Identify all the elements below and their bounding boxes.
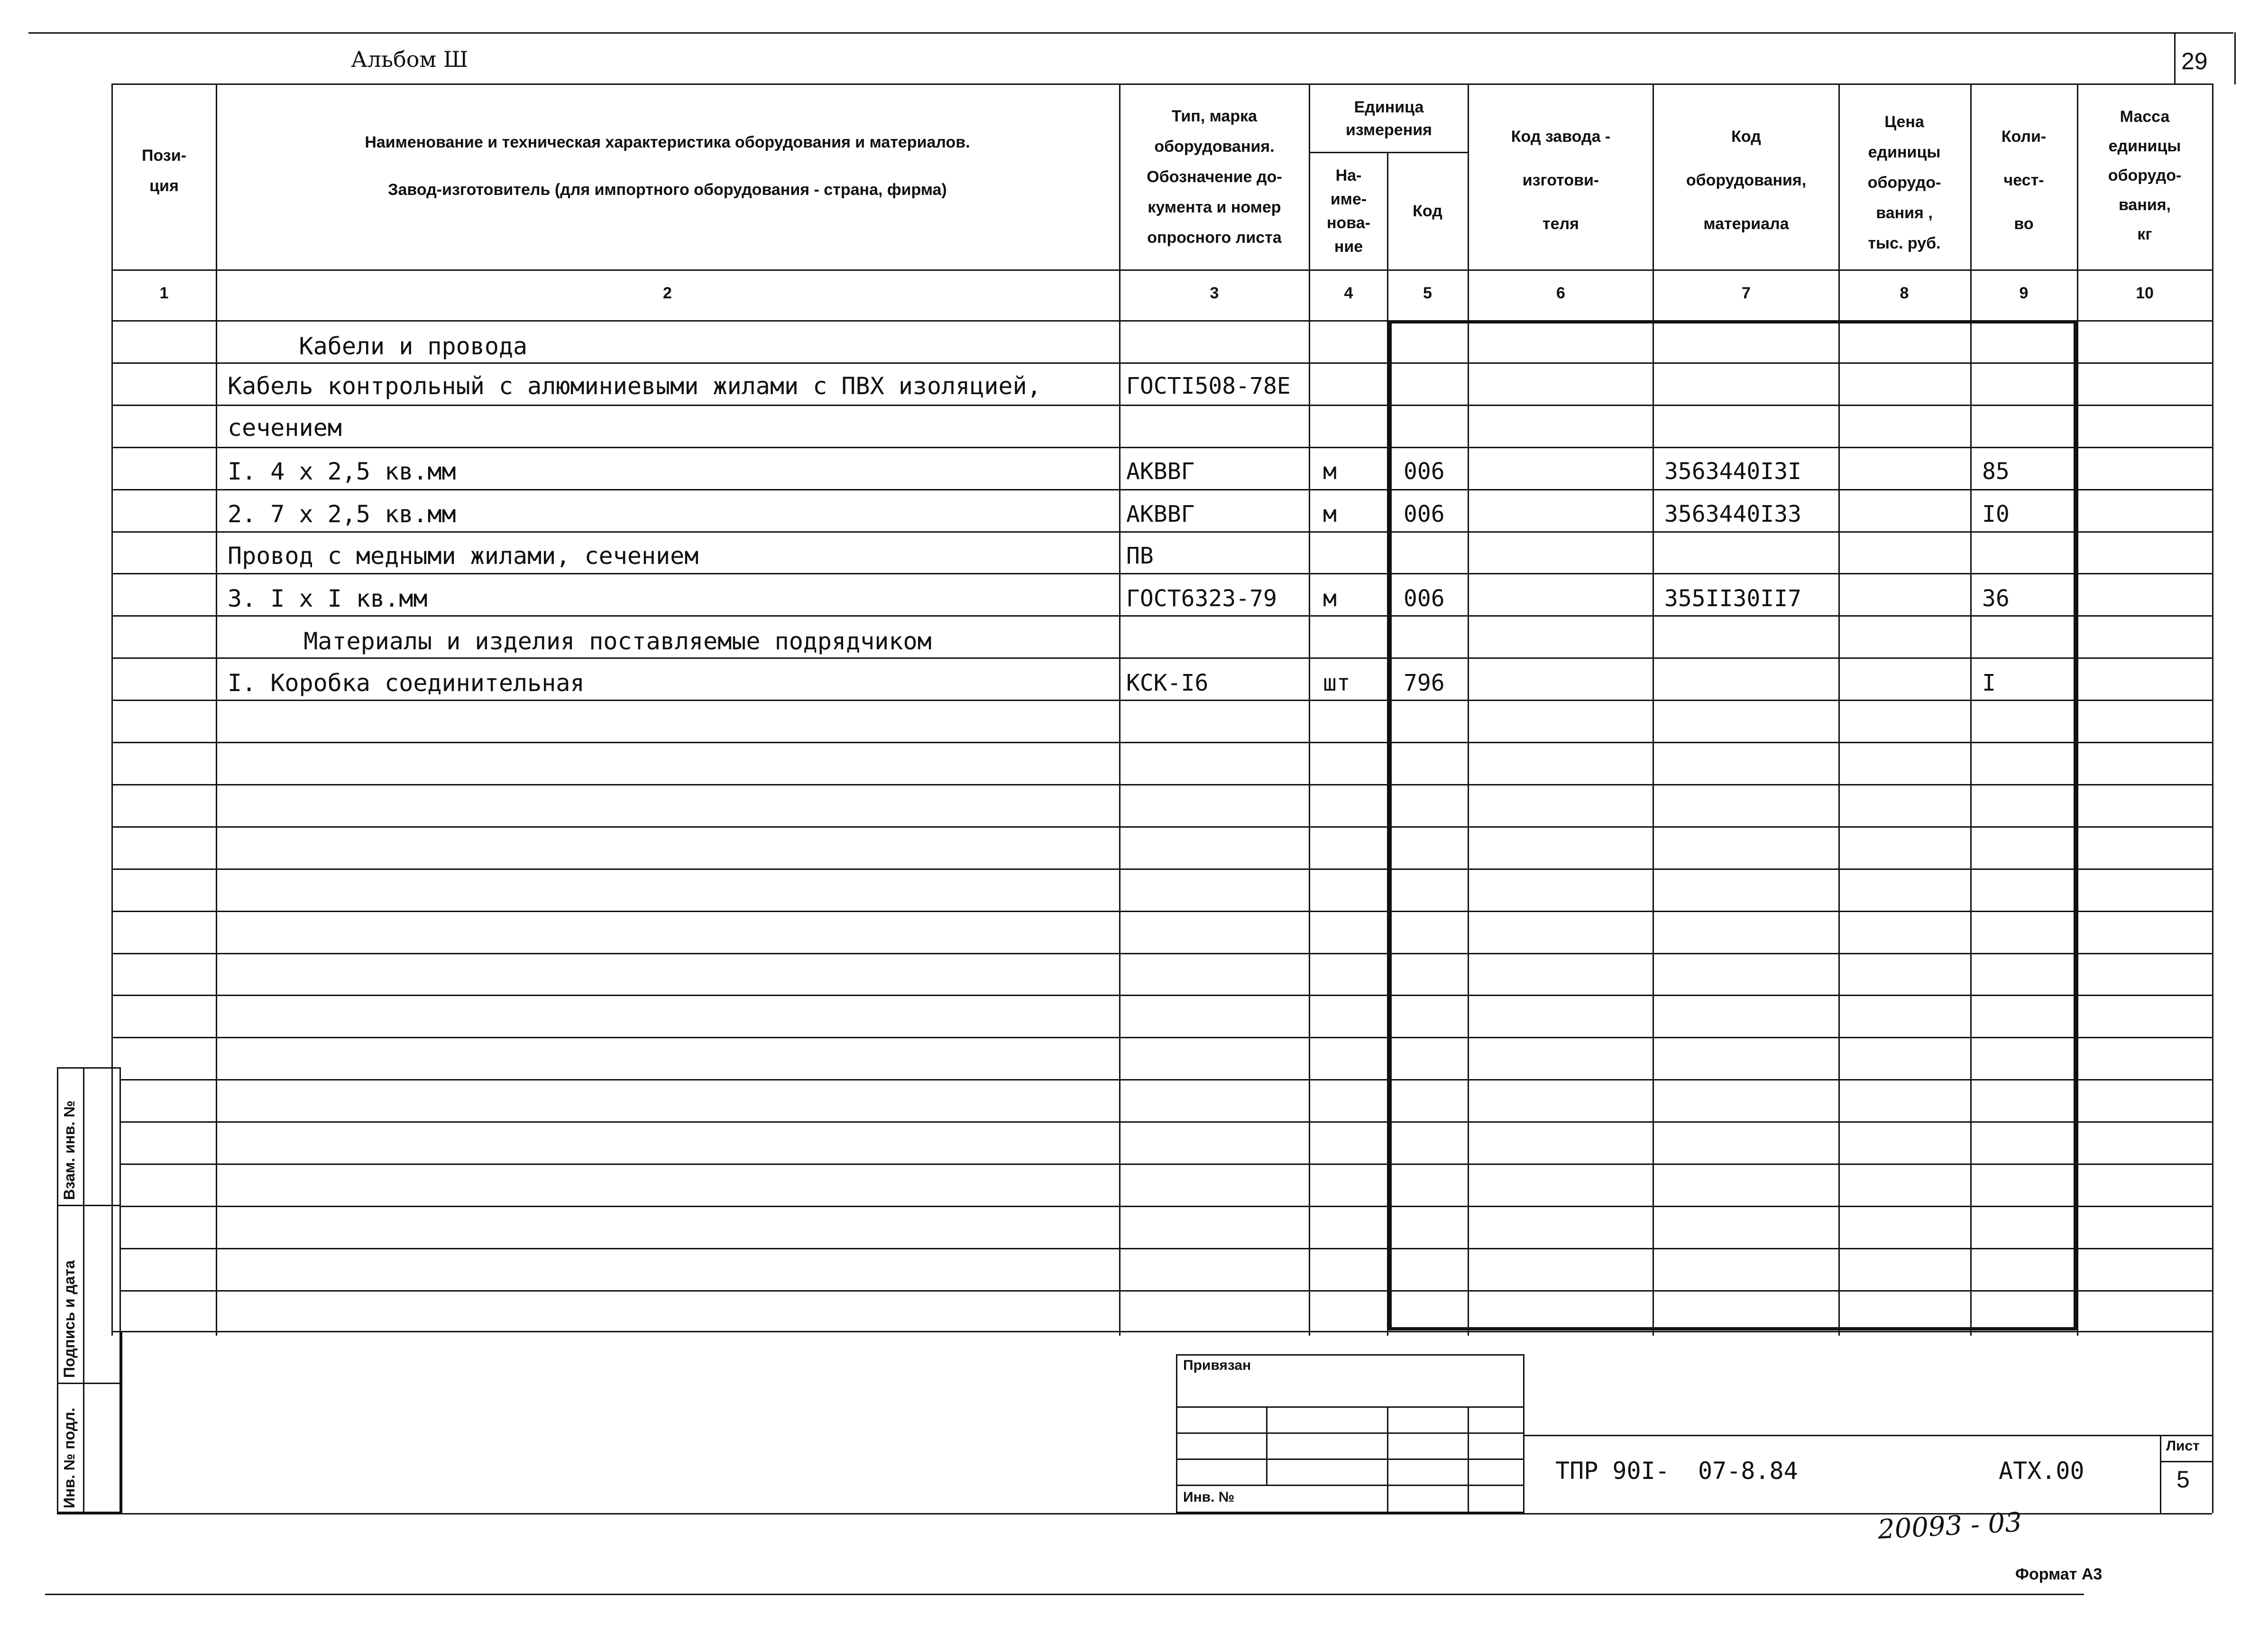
- side-label-podpis: Подпись и дата: [61, 1260, 78, 1378]
- header-qty: Коли- чест- во: [2001, 128, 2047, 233]
- bottom-rule: [45, 1594, 2084, 1595]
- top-rule: [28, 32, 2233, 34]
- row-rule: [121, 1248, 2212, 1249]
- header-name-line1: Наименование и техническая характеристика оборудования и материалов.: [365, 133, 970, 151]
- page-number: 29: [2181, 48, 2208, 74]
- row-rule: [111, 742, 2212, 743]
- privyazan-row-4: [1176, 1485, 1524, 1486]
- privyazan-label: Привязан: [1183, 1357, 1251, 1373]
- header-type: Тип, марка оборудования. Обозначение до- кумента и номер опросного листа: [1147, 107, 1282, 247]
- atx-code: АТХ.00: [1999, 1457, 2084, 1485]
- body-bottom: [111, 1331, 2212, 1332]
- table-row: [0, 620, 2268, 663]
- privyazan-col-1: [1266, 1406, 1267, 1485]
- doc-code-top: [1524, 1435, 2212, 1436]
- page-box-right: [2234, 32, 2236, 84]
- row-doc: ГОСТ6323-79: [1126, 585, 1277, 612]
- header-equip-code: Код оборудования, материала: [1686, 128, 1807, 233]
- album-label: Альбом Ш: [351, 46, 468, 72]
- row-doc: ГОСТI508-78Е: [1126, 373, 1291, 399]
- side-label-vzam: Взам. инв. №: [61, 1100, 78, 1200]
- row-unit: м: [1323, 501, 1337, 527]
- colnum-2: 2: [663, 284, 672, 302]
- colnum-9: 9: [2019, 284, 2029, 302]
- unit-group-divider: [1309, 152, 1468, 153]
- row-name: Кабели и провода: [228, 332, 528, 360]
- table-row: [0, 365, 2268, 407]
- row-equip-code: 355II30II7: [1664, 585, 1801, 612]
- colnum-10: 10: [2136, 284, 2154, 302]
- row-qty: 85: [1982, 458, 2010, 485]
- col-line-1: [216, 83, 217, 1336]
- header-bottom: [111, 269, 2212, 271]
- page-box-left: [2174, 32, 2176, 84]
- row-doc: АКВВГ: [1126, 501, 1195, 527]
- doc-code: ТПР 90I- 07-8.84: [1555, 1457, 1798, 1485]
- header-plant-code: Код завода - изготови- теля: [1511, 128, 1611, 233]
- row-qty: I0: [1982, 501, 2010, 527]
- row-code: 796: [1404, 670, 1445, 696]
- colnum-8: 8: [1900, 284, 1909, 302]
- list-number: 5: [2176, 1466, 2190, 1493]
- row-code: 006: [1404, 458, 1445, 485]
- row-rule: [121, 1079, 2212, 1080]
- header-price: Цена единицы оборудо- вания , тыс. руб.: [1867, 113, 1941, 252]
- privyazan-col-3: [1468, 1406, 1469, 1513]
- table-top: [111, 83, 2212, 85]
- row-doc: АКВВГ: [1126, 458, 1195, 485]
- row-name: 3. I х I кв.мм: [228, 585, 428, 612]
- table-row: [0, 578, 2268, 620]
- format-label: Формат А3: [2015, 1565, 2103, 1583]
- row-unit: шт: [1323, 670, 1350, 696]
- row-rule: [111, 868, 2212, 870]
- col-line-2: [1119, 83, 1120, 1336]
- row-doc: ПВ: [1126, 543, 1154, 569]
- row-code: 006: [1404, 501, 1445, 527]
- privyazan-col-2: [1387, 1406, 1388, 1513]
- table-row: [0, 325, 2268, 368]
- row-rule: [111, 784, 2212, 785]
- row-rule: [111, 953, 2212, 954]
- row-rule: [111, 911, 2212, 912]
- handwritten-number: 20093 - 03: [1877, 1507, 2023, 1545]
- frame-left: [121, 1331, 122, 1513]
- row-code: 006: [1404, 585, 1445, 612]
- row-unit: м: [1323, 585, 1337, 612]
- side-inner-line: [83, 1067, 84, 1513]
- row-rule: [121, 1290, 2212, 1292]
- row-name: Материалы и изделия поставляемые подрядчиком: [275, 628, 932, 655]
- row-name: 2. 7 х 2,5 кв.мм: [228, 500, 456, 528]
- header-mass: Масса единицы оборудо- вания, кг: [2108, 108, 2182, 243]
- colnum-4: 4: [1344, 284, 1353, 302]
- row-qty: 36: [1982, 585, 2010, 612]
- table-row: [0, 662, 2268, 704]
- row-rule: [121, 1121, 2212, 1123]
- table-row: [0, 493, 2268, 536]
- row-rule: [111, 826, 2212, 828]
- table-right: [2212, 83, 2213, 1336]
- header-pos: Пози- ция: [142, 147, 186, 195]
- privyazan-row-2: [1176, 1432, 1524, 1434]
- row-qty: I: [1982, 670, 1996, 696]
- col-line-3: [1309, 83, 1310, 1336]
- row-equip-code: 3563440I3I: [1664, 458, 1801, 485]
- row-name: сечением: [228, 414, 342, 442]
- inv-no-label: Инв. №: [1183, 1489, 1235, 1505]
- privyazan-row-3: [1176, 1459, 1524, 1460]
- row-rule: [111, 1037, 2212, 1038]
- side-div-2: [57, 1383, 121, 1384]
- colnum-3: 3: [1210, 284, 1219, 302]
- side-label-inv-podl: Инв. № подл.: [61, 1407, 78, 1508]
- row-rule: [121, 1206, 2212, 1207]
- colnum-5: 5: [1423, 284, 1432, 302]
- frame-right-lower: [2212, 1331, 2213, 1513]
- colnum-7: 7: [1742, 284, 1751, 302]
- table-row: [0, 451, 2268, 493]
- row-name: I. 4 х 2,5 кв.мм: [228, 458, 456, 485]
- col-line-9: [2077, 83, 2078, 1336]
- row-name: I. Коробка соединительная: [228, 669, 585, 697]
- row-equip-code: 3563440I33: [1664, 501, 1801, 527]
- side-div-1: [57, 1205, 121, 1206]
- list-box-left: [2160, 1435, 2161, 1513]
- list-box-divider: [2160, 1461, 2212, 1462]
- colnum-1: 1: [159, 284, 169, 302]
- row-unit: м: [1323, 458, 1337, 485]
- row-name: Кабель контрольный с алюминиевыми жилами с ПВХ изоляцией,: [228, 372, 1041, 400]
- header-name-line2: Завод-изготовитель (для импортного оборудования - страна, фирма): [388, 181, 947, 199]
- header-unit-code: Код: [1413, 202, 1442, 220]
- row-rule: [121, 1163, 2212, 1165]
- header-unit-group: Единица измерения: [1346, 98, 1432, 139]
- row-doc: КСК-I6: [1126, 670, 1209, 696]
- privyazan-row-1: [1176, 1406, 1524, 1408]
- row-rule: [111, 995, 2212, 996]
- table-row: [0, 407, 2268, 449]
- colnum-6: 6: [1556, 284, 1565, 302]
- table-row: [0, 535, 2268, 577]
- list-label: Лист: [2166, 1438, 2200, 1454]
- header-unit-name: На- име- нова- ние: [1327, 166, 1370, 256]
- row-name: Провод с медными жилами, сечением: [228, 542, 699, 570]
